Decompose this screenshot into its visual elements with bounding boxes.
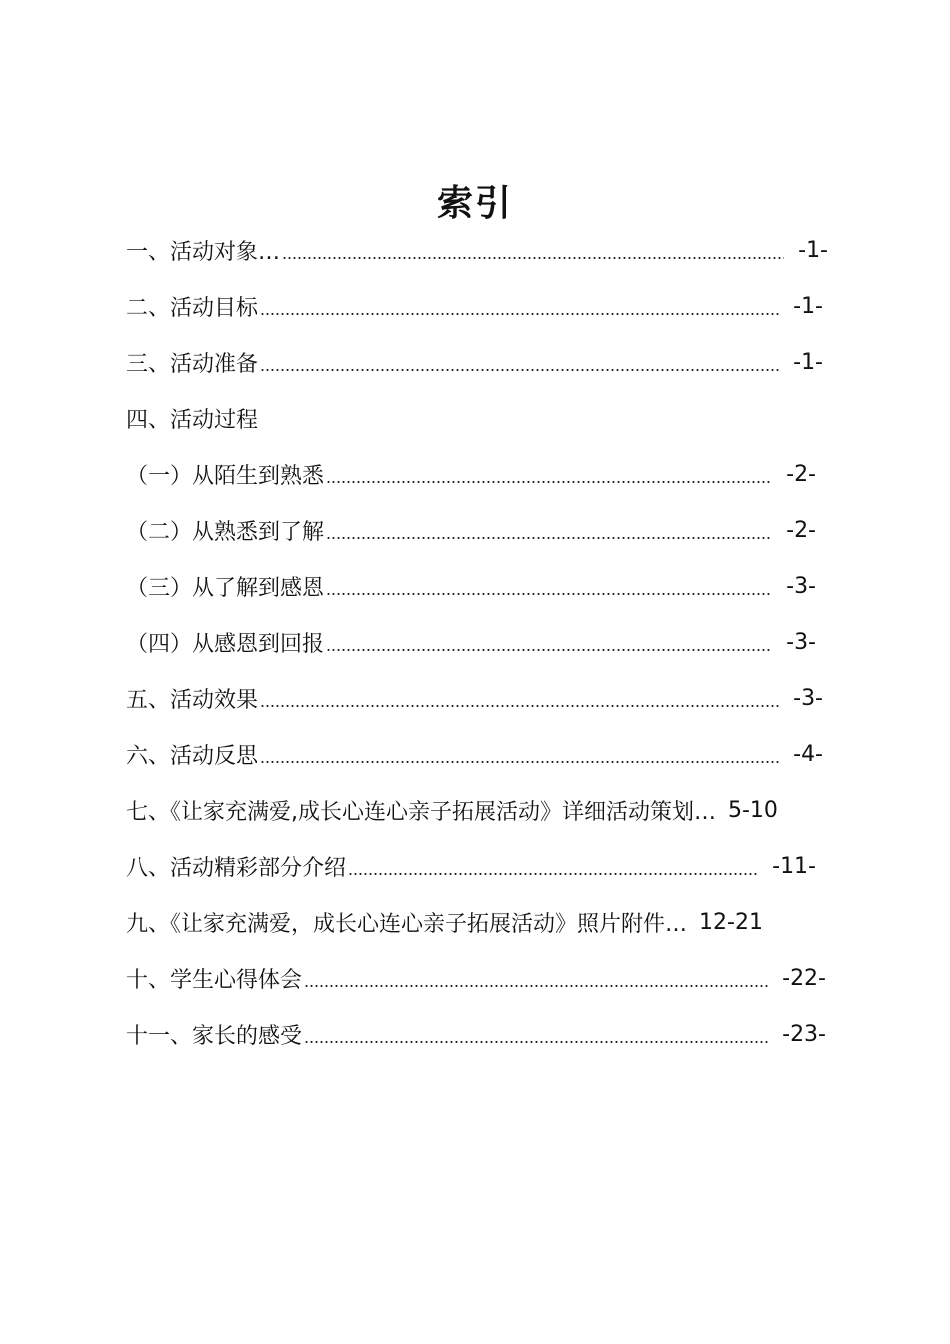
toc-entry-label: 七、《让家充满爱,成长心连心亲子拓展活动》详细活动策划…	[126, 799, 716, 825]
toc-leader-dots	[282, 239, 784, 261]
toc-entry[interactable]	[126, 502, 816, 558]
toc-entry-page: -23-	[782, 1021, 826, 1047]
toc-entry[interactable]	[126, 894, 826, 950]
toc-leader-dots	[326, 631, 772, 653]
toc-entry-page: -1-	[793, 293, 823, 319]
toc-entry-label: （四）从感恩到回报	[126, 631, 325, 657]
toc-entry-label: 九、《让家充满爱，成长心连心亲子拓展活动》照片附件…	[126, 911, 688, 937]
toc-entry-page: -4-	[793, 741, 823, 767]
toc-leader-dots	[326, 463, 772, 485]
toc-entry-page: 5-10	[728, 797, 778, 823]
toc-entry[interactable]	[126, 334, 823, 390]
toc-leader-dots	[260, 687, 779, 709]
toc-leader-dots	[348, 855, 758, 877]
toc-entry[interactable]	[126, 950, 826, 1006]
toc-leader-dots	[304, 967, 768, 989]
toc-entry[interactable]	[126, 558, 816, 614]
toc-leader-dots	[326, 575, 772, 597]
toc-entry-page: -22-	[782, 965, 826, 991]
toc-entry-label: 八、活动精彩部分介绍	[126, 855, 347, 881]
toc-entry-label: （一）从陌生到熟悉	[126, 463, 325, 489]
toc-entry[interactable]	[126, 1006, 826, 1062]
toc-entry-label: （二）从熟悉到了解	[126, 519, 325, 545]
toc-entry[interactable]	[126, 838, 816, 894]
toc-entry-label: 十、学生心得体会	[126, 967, 303, 993]
toc-entry-label: 五、活动效果	[126, 687, 259, 713]
toc-entry[interactable]	[126, 670, 823, 726]
toc-entry-label: 六、活动反思	[126, 743, 259, 769]
toc-entry[interactable]	[126, 782, 836, 838]
toc-leader-dots	[326, 519, 772, 541]
toc-entry[interactable]	[126, 390, 823, 446]
toc-entry-label: 三、活动准备	[126, 351, 259, 377]
toc-entry[interactable]	[126, 222, 828, 278]
toc-leader-dots	[260, 743, 779, 765]
toc-leader-dots	[260, 295, 779, 317]
toc-entry-page: -11-	[772, 853, 816, 879]
toc-entry-page: 12-21	[699, 909, 763, 935]
toc-entry-page: -1-	[793, 349, 823, 375]
toc-entry-page: -1-	[798, 237, 828, 263]
toc-entry[interactable]	[126, 726, 823, 782]
toc-entry-label: （三）从了解到感恩	[126, 575, 325, 601]
toc-entry-label: 四、活动过程	[126, 407, 259, 433]
toc-entry-label: 一、活动对象…	[126, 239, 281, 265]
toc-entry-page: -3-	[793, 685, 823, 711]
toc-entry-page: -2-	[786, 461, 816, 487]
toc-entry[interactable]	[126, 614, 816, 670]
toc-entry[interactable]	[126, 446, 816, 502]
toc-entry-label: 十一、家长的感受	[126, 1023, 303, 1049]
toc-entry[interactable]	[126, 278, 823, 334]
toc-title: 索引	[436, 183, 513, 225]
toc-leader-dots	[304, 1023, 768, 1045]
toc-leader-dots	[260, 351, 779, 373]
toc-entry-label: 二、活动目标	[126, 295, 259, 321]
toc-entry-page: -3-	[786, 629, 816, 655]
toc-entry-page: -2-	[786, 517, 816, 543]
toc-entry-page: -3-	[786, 573, 816, 599]
